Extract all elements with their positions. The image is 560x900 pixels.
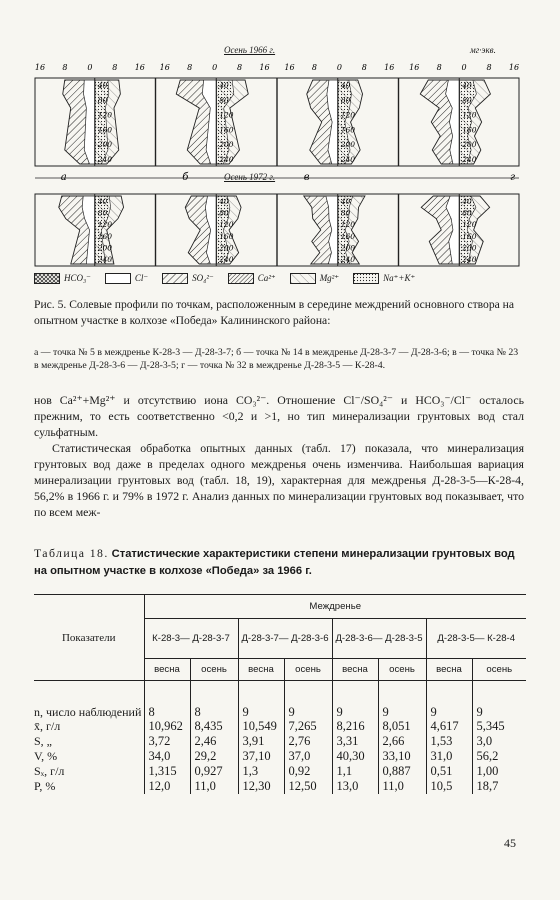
table-row <box>34 779 526 794</box>
table-cell: 8,051 <box>378 719 426 734</box>
legend-item <box>228 273 276 284</box>
table-cell: 12,30 <box>238 779 284 794</box>
depth-tick-label: 200 <box>97 140 113 150</box>
row-label: S, „ <box>34 733 52 748</box>
table-cell: 2,76 <box>284 734 332 749</box>
row-label: Sₓ, г/л <box>34 763 65 778</box>
figure-title-1966: Осень 1966 г. <box>224 45 276 55</box>
table-cell: 7,265 <box>284 719 332 734</box>
diagonal-pattern-icon <box>162 273 188 284</box>
legend-item <box>34 273 91 284</box>
table-caption: Статистические характеристики степени минерализации грунтовых вод на опытном участке в колхозе «Победа» за 1966 г. <box>34 548 515 577</box>
table-cell: 10,549 <box>238 719 284 734</box>
row-label: P, % <box>34 778 56 793</box>
season-cell: осень <box>284 659 332 681</box>
depth-tick-label: 120 <box>97 220 113 230</box>
depth-tick-label: 240 <box>97 255 113 264</box>
table-cell: 0,92 <box>284 764 332 779</box>
table-cell: 3,0 <box>472 734 526 749</box>
depth-tick-label: 80 <box>340 95 351 105</box>
figure-title-1972: Осень 1972 г. <box>224 172 276 182</box>
season-cell: осень <box>472 659 526 681</box>
table-cell: 9 <box>378 681 426 719</box>
legend-item <box>105 273 148 284</box>
group-cell: Д-28-3-6— Д-28-3-5 <box>332 619 426 659</box>
depth-tick-label: 240 <box>219 255 234 264</box>
x-tick-label: 8 <box>436 63 442 72</box>
page-number: 45 <box>504 836 516 850</box>
season-cell: весна <box>238 659 284 681</box>
diagonal-pattern-dense-icon <box>228 273 254 284</box>
indicators-header: Показатели <box>34 595 144 681</box>
legend-label: Na⁺+K⁺ <box>383 272 416 283</box>
legend-label: Ca²⁺ <box>257 272 276 283</box>
table-cell: 1,1 <box>332 764 378 779</box>
x-tick-label: 0 <box>336 63 342 72</box>
table-cell: 3,91 <box>238 734 284 749</box>
table-cell: 40,30 <box>332 749 378 764</box>
figure-caption-legend: а — точка № 5 в междренье К-28-3 — Д-28-3-7; б — точка № 14 в междренье Д-28-3-7 — Д-28-3-6; в — точка № 23 в междренье Д-28-3-6 — Д-28-3-5; г — точка № 32 в междренье Д-28-3-5 — К-28-4. <box>34 347 519 371</box>
row-label: V, % <box>34 748 58 763</box>
depth-tick-label: 40 <box>340 197 351 206</box>
table-row <box>34 764 526 779</box>
panel-letter: б <box>182 172 189 183</box>
table-cell: 1,00 <box>472 764 526 779</box>
statistics-table <box>34 594 526 794</box>
depth-tick-label: 120 <box>219 110 234 120</box>
depth-tick-label: 80 <box>219 208 229 218</box>
season-cell: осень <box>378 659 426 681</box>
table-cell: 8 <box>144 681 190 719</box>
table-cell: 9 <box>426 681 472 719</box>
table-row <box>34 749 526 764</box>
x-tick-label: 8 <box>361 63 367 72</box>
depth-tick-label: 200 <box>219 140 234 150</box>
depth-tick-label: 200 <box>219 243 234 253</box>
white-pattern-icon <box>105 273 131 284</box>
depth-tick-label: 80 <box>340 208 351 218</box>
depth-tick-label: 200 <box>97 243 113 253</box>
legend-item <box>353 273 415 284</box>
depth-tick-label: 200 <box>340 243 356 253</box>
table-cell: 9 <box>284 681 332 719</box>
salt-profile-figure <box>34 45 520 292</box>
table-cell: 13,0 <box>332 779 378 794</box>
x-tick-label: 16 <box>508 63 520 72</box>
depth-tick-label: 80 <box>219 95 229 105</box>
table-cell: 2,66 <box>378 734 426 749</box>
dotted-pattern-icon <box>353 273 379 284</box>
x-tick-label: 8 <box>187 63 193 72</box>
x-tick-label: 0 <box>212 63 218 72</box>
depth-tick-label: 40 <box>340 81 351 90</box>
depth-tick-label: 160 <box>219 231 234 241</box>
depth-tick-label: 200 <box>462 140 477 150</box>
table-cell: 0,927 <box>190 764 238 779</box>
table-title <box>34 545 526 579</box>
legend-item <box>162 273 214 284</box>
row-label: n, число наблюдений <box>34 704 142 719</box>
table-row <box>34 681 526 719</box>
body-paragraph: Статистическая обработка опытных данных (табл. 17) показала, что минерализация грунтовых вод даже в пределах одного междренья очень изменчива. Наибольшая вариация минерализации грунтовых вод (табл. 18, 19), характерная для междренья Д-28-3-5—К-28-4, 56,2% в 1966 г. и 79% в 1972 г. Анализ данных по минерализации грунтовых вод показывает, что по всем меж- <box>34 441 524 519</box>
table-cell: 3,72 <box>144 734 190 749</box>
x-tick-label: 16 <box>159 63 170 72</box>
x-tick-label: 0 <box>461 63 467 72</box>
table-cell: 0,887 <box>378 764 426 779</box>
group-cell: К-28-3— Д-28-3-7 <box>144 619 238 659</box>
depth-tick-label: 40 <box>219 197 229 206</box>
table-cell: 31,0 <box>426 749 472 764</box>
table-cell: 9 <box>472 681 526 719</box>
table-cell: 11,0 <box>378 779 426 794</box>
depth-tick-label: 120 <box>462 110 477 120</box>
legend-item <box>290 273 339 284</box>
x-tick-label: 8 <box>237 63 243 72</box>
season-cell: весна <box>426 659 472 681</box>
group-cell: Д-28-3-7— Д-28-3-6 <box>238 619 332 659</box>
depth-tick-label: 240 <box>462 255 477 264</box>
depth-tick-label: 160 <box>219 125 234 135</box>
figure-unit: мг·экв. <box>470 45 496 55</box>
figure-legend <box>34 270 520 286</box>
depth-tick-label: 240 <box>340 255 356 264</box>
group-cell: Д-28-3-5— К-28-4 <box>426 619 526 659</box>
depth-tick-label: 240 <box>340 155 356 164</box>
depth-tick-label: 160 <box>462 231 477 241</box>
x-tick-label: 8 <box>486 63 492 72</box>
panel-letter: г <box>510 172 516 183</box>
figure-caption: Рис. 5. Солевые профили по точкам, расположенным в середине междрений основного створа на опытном участке в колхозе «Победа» Калининского района: <box>34 298 515 327</box>
depth-tick-label: 160 <box>97 231 113 241</box>
table-cell: 56,2 <box>472 749 526 764</box>
table-cell: 0,51 <box>426 764 472 779</box>
depth-tick-label: 120 <box>340 110 356 120</box>
table-cell: 1,3 <box>238 764 284 779</box>
depth-tick-label: 240 <box>97 155 113 164</box>
crosshatch-pattern-icon <box>34 273 60 284</box>
season-cell: весна <box>332 659 378 681</box>
table-cell: 5,345 <box>472 719 526 734</box>
depth-tick-label: 120 <box>340 220 356 230</box>
table-cell: 37,0 <box>284 749 332 764</box>
depth-tick-label: 160 <box>340 125 356 135</box>
table-cell: 2,46 <box>190 734 238 749</box>
depth-tick-label: 240 <box>219 155 234 164</box>
group-header: Междренье <box>144 595 526 619</box>
depth-tick-label: 80 <box>97 208 108 218</box>
depth-tick-label: 160 <box>462 125 477 135</box>
x-tick-label: 8 <box>62 63 68 72</box>
salt-profile-chart <box>34 48 520 268</box>
legend-label: Cl⁻ <box>134 272 149 283</box>
table-cell: 12,0 <box>144 779 190 794</box>
depth-tick-label: 120 <box>462 220 477 230</box>
table-cell: 4,617 <box>426 719 472 734</box>
table-cell: 10,5 <box>426 779 472 794</box>
table-cell: 37,10 <box>238 749 284 764</box>
table-cell: 10,962 <box>144 719 190 734</box>
depth-tick-label: 120 <box>219 220 234 230</box>
x-tick-label: 16 <box>259 63 270 72</box>
depth-tick-label: 80 <box>462 208 472 218</box>
x-tick-label: 8 <box>112 63 118 72</box>
x-tick-label: 8 <box>311 63 317 72</box>
light-diagonal-pattern-icon <box>290 273 316 284</box>
depth-tick-label: 200 <box>462 243 477 253</box>
depth-tick-label: 40 <box>462 197 472 206</box>
panel-letter: в <box>303 172 310 183</box>
season-cell: весна <box>144 659 190 681</box>
table-cell: 12,50 <box>284 779 332 794</box>
body-paragraph: нов Ca²⁺+Mg²⁺ и отсутствию иона CO₃²⁻. Отношение Cl⁻/SO₄²⁻ и HCO₃⁻/Cl⁻ осталось прежним, то есть соответственно <0,2 и >1, но тип минерализации грунтовых вод стал сульфатным. <box>34 393 524 439</box>
depth-tick-label: 40 <box>97 81 108 90</box>
table-cell: 8,216 <box>332 719 378 734</box>
row-label: x̄, г/л <box>34 718 61 733</box>
depth-tick-label: 200 <box>340 140 356 150</box>
table-cell: 8 <box>190 681 238 719</box>
table-cell: 3,31 <box>332 734 378 749</box>
table-cell: 33,10 <box>378 749 426 764</box>
table-cell: 9 <box>238 681 284 719</box>
legend-label: SO₄²⁻ <box>192 272 214 283</box>
depth-tick-label: 80 <box>462 95 472 105</box>
depth-tick-label: 80 <box>97 95 108 105</box>
season-cell: осень <box>190 659 238 681</box>
table-cell: 11,0 <box>190 779 238 794</box>
depth-tick-label: 160 <box>97 125 113 135</box>
x-tick-label: 16 <box>409 63 420 72</box>
table-row <box>34 719 526 734</box>
x-tick-label: 16 <box>134 63 145 72</box>
depth-tick-label: 40 <box>462 81 472 90</box>
panel-letter: а <box>60 172 67 183</box>
legend-label: Mg²⁺ <box>319 272 340 283</box>
table-cell: 29,2 <box>190 749 238 764</box>
table-cell: 9 <box>332 681 378 719</box>
depth-tick-label: 120 <box>97 110 113 120</box>
depth-tick-label: 240 <box>462 155 477 164</box>
legend-label: HCO₃⁻ <box>64 272 91 283</box>
table-cell: 34,0 <box>144 749 190 764</box>
table-cell: 1,315 <box>144 764 190 779</box>
x-tick-label: 0 <box>87 63 93 72</box>
x-tick-label: 16 <box>34 63 46 72</box>
x-tick-label: 16 <box>284 63 295 72</box>
table-cell: 1,53 <box>426 734 472 749</box>
depth-tick-label: 160 <box>340 231 356 241</box>
depth-tick-label: 40 <box>97 197 108 206</box>
depth-tick-label: 40 <box>219 81 229 90</box>
table-label: Таблица 18. <box>34 546 109 560</box>
table-row <box>34 734 526 749</box>
table-cell: 18,7 <box>472 779 526 794</box>
table-cell: 8,435 <box>190 719 238 734</box>
x-tick-label: 16 <box>384 63 395 72</box>
